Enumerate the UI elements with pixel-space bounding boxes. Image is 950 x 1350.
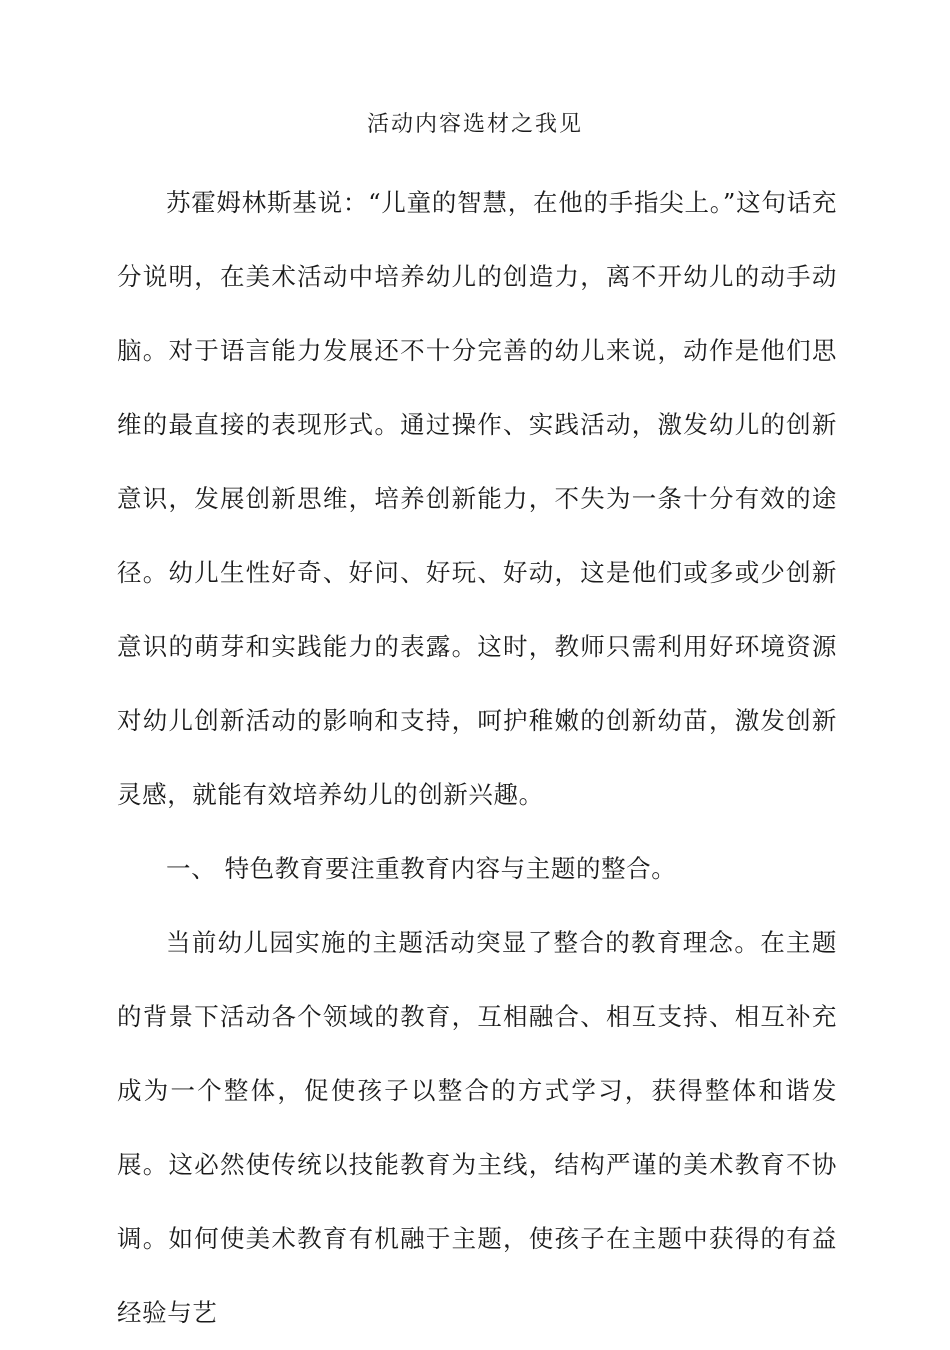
paragraph-section-1: 当前幼儿园实施的主题活动突显了整合的教育理念。在主题的背景下活动各个领域的教育，互相融合、相互支持、相互补充成为一个整体，促使孩子以整合的方式学习，获得整体和谐发展。这必然使传统以技能教育为主线，结构严谨的美术教育不协调。如何使美术教育有机融于主题，使孩子在主题中获得的有益经验与艺 xyxy=(117,928,837,1327)
paragraph-intro: 苏霍姆林斯基说：“儿童的智慧，在他的手指尖上。”这句话充分说明，在美术活动中培养幼儿的创造力，离不开幼儿的动手动脑。对于语言能力发展还不十分完善的幼儿来说，动作是他们思维的最直接的表现形式。通过操作、实践活动，激发幼儿的创新意识，发展创新思维，培养创新能力，不失为一条十分有效的途径。幼儿生性好奇、好问、好玩、好动，这是他们或多或少创新意识的萌芽和实践能力的表露。这时，教师只需利用好环境资源对幼儿创新活动的影响和支持，呵护稚嫩的创新幼苗，激发创新灵感，就能有效培养幼儿的创新兴趣。 xyxy=(117,188,837,809)
section-heading-1: 一、 特色教育要注重教育内容与主题的整合。 xyxy=(166,854,677,883)
document-title: 活动内容选材之我见 xyxy=(366,112,583,137)
document-body xyxy=(117,166,837,1350)
